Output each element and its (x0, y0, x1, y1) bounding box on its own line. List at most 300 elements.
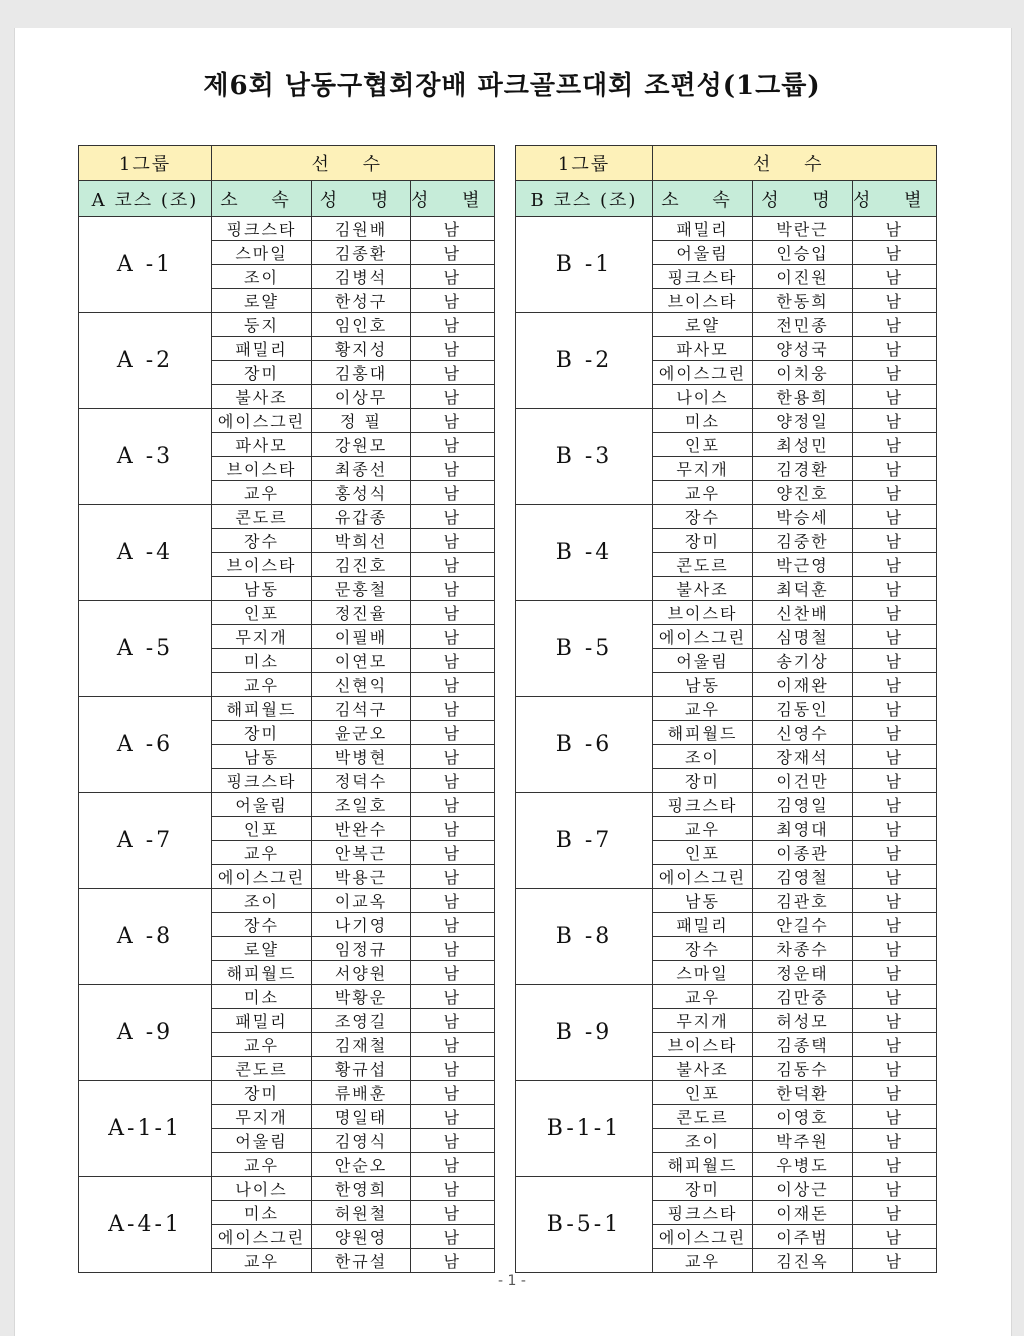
affiliation-cell: 해피월드 (212, 697, 312, 721)
player-name-cell: 홍성식 (312, 481, 411, 505)
player-name-cell: 최덕훈 (753, 577, 853, 601)
player-name-cell: 정진율 (312, 601, 411, 625)
gender-cell: 남 (411, 1249, 495, 1273)
player-name-cell: 박황운 (312, 985, 411, 1009)
gender-cell: 남 (853, 1009, 937, 1033)
affiliation-cell: 에이스그린 (212, 865, 312, 889)
gender-cell: 남 (411, 1153, 495, 1177)
affiliation-cell: 로얄 (653, 313, 753, 337)
affiliation-cell: 미소 (212, 985, 312, 1009)
affiliation-cell: 교우 (212, 841, 312, 865)
gender-cell: 남 (853, 601, 937, 625)
gender-cell: 남 (853, 337, 937, 361)
gender-cell: 남 (411, 793, 495, 817)
player-name-cell: 박용근 (312, 865, 411, 889)
player-name-cell: 박란근 (753, 217, 853, 241)
affiliation-cell: 교우 (212, 1033, 312, 1057)
affiliation-cell: 패밀리 (212, 337, 312, 361)
table-row (516, 505, 937, 529)
team-label: A -3 (79, 409, 212, 505)
players-header: 선 수 (653, 146, 937, 181)
player-name-cell: 박승세 (753, 505, 853, 529)
affiliation-cell: 핑크스타 (212, 769, 312, 793)
gender-cell: 남 (411, 361, 495, 385)
player-name-cell: 류배훈 (312, 1081, 411, 1105)
affiliation-cell: 장미 (653, 1177, 753, 1201)
player-name-cell: 양진호 (753, 481, 853, 505)
affiliation-cell: 조이 (212, 265, 312, 289)
affiliation-cell: 불사조 (653, 1057, 753, 1081)
table-row (516, 793, 937, 817)
gender-cell: 남 (411, 1225, 495, 1249)
player-name-cell: 김진옥 (753, 1249, 853, 1273)
gender-cell: 남 (411, 289, 495, 313)
gender-cell: 남 (411, 745, 495, 769)
gender-cell: 남 (411, 553, 495, 577)
player-name-cell: 강원모 (312, 433, 411, 457)
affiliation-cell: 남동 (212, 745, 312, 769)
team-label: B -9 (516, 985, 653, 1081)
player-name-cell: 최성민 (753, 433, 853, 457)
gender-cell: 남 (411, 841, 495, 865)
affiliation-cell: 인포 (212, 817, 312, 841)
affiliation-cell: 교우 (212, 1153, 312, 1177)
gender-cell: 남 (411, 457, 495, 481)
course-a-table (78, 145, 495, 1273)
player-name-cell: 윤군오 (312, 721, 411, 745)
group-header-row (516, 146, 937, 181)
affiliation-cell: 브이스타 (653, 1033, 753, 1057)
player-name-cell: 양원영 (312, 1225, 411, 1249)
page-title: 제6회 남동구협회장배 파크골프대회 조편성(1그룹) (203, 71, 821, 101)
player-name-cell: 김관호 (753, 889, 853, 913)
affiliation-cell: 핑크스타 (653, 793, 753, 817)
player-name-cell: 한동희 (753, 289, 853, 313)
gender-cell: 남 (411, 985, 495, 1009)
affiliation-cell: 교우 (653, 1249, 753, 1273)
gender-cell: 남 (853, 1225, 937, 1249)
affiliation-cell: 장미 (653, 769, 753, 793)
player-name-cell: 김병석 (312, 265, 411, 289)
page-number: - 1 - (498, 1273, 526, 1289)
player-name-cell: 박희선 (312, 529, 411, 553)
affiliation-cell: 조이 (653, 745, 753, 769)
affiliation-cell: 브이스타 (212, 553, 312, 577)
affiliation-cell: 어울림 (653, 241, 753, 265)
course-header: B 코스 (조) (516, 181, 653, 217)
player-name-cell: 조일호 (312, 793, 411, 817)
gender-cell: 남 (853, 841, 937, 865)
player-name-cell: 신현익 (312, 673, 411, 697)
player-name-cell: 박근영 (753, 553, 853, 577)
gender-cell: 남 (411, 577, 495, 601)
affiliation-cell: 콘도르 (212, 505, 312, 529)
gender-cell: 남 (853, 241, 937, 265)
gender-cell: 남 (853, 1249, 937, 1273)
player-name-cell: 명일태 (312, 1105, 411, 1129)
table-row (79, 1177, 495, 1201)
affiliation-cell: 핑크스타 (653, 265, 753, 289)
gender-cell: 남 (853, 553, 937, 577)
player-name-cell: 신찬배 (753, 601, 853, 625)
team-label: B -8 (516, 889, 653, 985)
player-name-cell: 이재돈 (753, 1201, 853, 1225)
affiliation-cell: 스마일 (212, 241, 312, 265)
player-name-cell: 심명철 (753, 625, 853, 649)
gender-cell: 남 (411, 265, 495, 289)
gender-cell: 남 (853, 721, 937, 745)
player-name-cell: 서양원 (312, 961, 411, 985)
affiliation-cell: 콘도르 (653, 1105, 753, 1129)
player-name-cell: 이주범 (753, 1225, 853, 1249)
team-label: A -6 (79, 697, 212, 793)
team-label: A -5 (79, 601, 212, 697)
player-name-cell: 임인호 (312, 313, 411, 337)
player-name-cell: 정 필 (312, 409, 411, 433)
affiliation-cell: 무지개 (653, 457, 753, 481)
gender-cell: 남 (411, 409, 495, 433)
gender-cell: 남 (411, 1105, 495, 1129)
gender-cell: 남 (411, 1009, 495, 1033)
player-name-cell: 장재석 (753, 745, 853, 769)
affiliation-cell: 어울림 (212, 1129, 312, 1153)
player-name-cell: 송기상 (753, 649, 853, 673)
gender-cell: 남 (411, 1081, 495, 1105)
player-name-cell: 이교옥 (312, 889, 411, 913)
group-header-row (79, 146, 495, 181)
player-name-cell: 김동수 (753, 1057, 853, 1081)
affiliation-cell: 브이스타 (653, 601, 753, 625)
players-header: 선 수 (212, 146, 495, 181)
player-name-cell: 이재완 (753, 673, 853, 697)
player-name-cell: 한덕환 (753, 1081, 853, 1105)
table-row (79, 697, 495, 721)
affiliation-cell: 교우 (212, 1249, 312, 1273)
affiliation-cell: 로얄 (212, 289, 312, 313)
column-header-row (79, 181, 495, 217)
player-name-cell: 김중한 (753, 529, 853, 553)
player-name-cell: 한규설 (312, 1249, 411, 1273)
gender-cell: 남 (853, 1033, 937, 1057)
gender-cell: 남 (853, 1177, 937, 1201)
gender-cell: 남 (853, 865, 937, 889)
affiliation-cell: 브이스타 (653, 289, 753, 313)
affiliation-cell: 에이스그린 (653, 865, 753, 889)
player-name-cell: 전민종 (753, 313, 853, 337)
affiliation-cell: 미소 (212, 1201, 312, 1225)
gender-cell: 남 (411, 937, 495, 961)
team-label: A -2 (79, 313, 212, 409)
table-row (79, 313, 495, 337)
gender-cell: 남 (411, 625, 495, 649)
player-name-cell: 한성구 (312, 289, 411, 313)
player-name-cell: 이진원 (753, 265, 853, 289)
gender-cell: 남 (411, 769, 495, 793)
affiliation-cell: 남동 (653, 889, 753, 913)
affiliation-cell: 에이스그린 (212, 1225, 312, 1249)
table-row (516, 409, 937, 433)
gender-cell: 남 (853, 697, 937, 721)
group-label: 1그룹 (516, 146, 653, 181)
affiliation-cell: 어울림 (653, 649, 753, 673)
player-name-cell: 박병현 (312, 745, 411, 769)
affiliation-cell: 콘도르 (653, 553, 753, 577)
affiliation-cell: 교우 (653, 697, 753, 721)
affiliation-header: 소 속 (653, 181, 753, 217)
player-name-cell: 김홍대 (312, 361, 411, 385)
gender-cell: 남 (411, 889, 495, 913)
affiliation-cell: 장수 (653, 505, 753, 529)
player-name-cell: 양정일 (753, 409, 853, 433)
gender-cell: 남 (853, 265, 937, 289)
gender-cell: 남 (853, 769, 937, 793)
gender-cell: 남 (853, 1129, 937, 1153)
affiliation-cell: 미소 (212, 649, 312, 673)
affiliation-cell: 남동 (653, 673, 753, 697)
player-name-cell: 허성모 (753, 1009, 853, 1033)
gender-cell: 남 (853, 385, 937, 409)
affiliation-header: 소 속 (212, 181, 312, 217)
gender-cell: 남 (411, 1201, 495, 1225)
player-name-cell: 김종환 (312, 241, 411, 265)
table-row (516, 697, 937, 721)
gender-cell: 남 (411, 817, 495, 841)
team-label: B -5 (516, 601, 653, 697)
player-name-cell: 정덕수 (312, 769, 411, 793)
gender-cell: 남 (411, 1177, 495, 1201)
course-b-table (515, 145, 937, 1273)
affiliation-cell: 장수 (212, 529, 312, 553)
player-name-cell: 김영철 (753, 865, 853, 889)
player-name-cell: 차종수 (753, 937, 853, 961)
player-name-cell: 허원철 (312, 1201, 411, 1225)
player-name-cell: 김진호 (312, 553, 411, 577)
table-row (79, 601, 495, 625)
player-name-cell: 한영희 (312, 1177, 411, 1201)
gender-cell: 남 (853, 817, 937, 841)
player-name-cell: 한용희 (753, 385, 853, 409)
gender-cell: 남 (853, 1081, 937, 1105)
table-row (79, 1081, 495, 1105)
gender-cell: 남 (853, 433, 937, 457)
gender-cell: 남 (853, 1201, 937, 1225)
table-row (79, 409, 495, 433)
gender-cell: 남 (411, 313, 495, 337)
affiliation-cell: 패밀리 (653, 217, 753, 241)
affiliation-cell: 해피월드 (653, 721, 753, 745)
team-label: B -1 (516, 217, 653, 313)
player-name-cell: 정운태 (753, 961, 853, 985)
gender-cell: 남 (853, 961, 937, 985)
gender-cell: 남 (411, 673, 495, 697)
player-name-cell: 이상근 (753, 1177, 853, 1201)
affiliation-cell: 둥지 (212, 313, 312, 337)
team-label: A-4-1 (79, 1177, 212, 1273)
affiliation-cell: 스마일 (653, 961, 753, 985)
gender-cell: 남 (411, 1129, 495, 1153)
affiliation-cell: 해피월드 (653, 1153, 753, 1177)
player-name-cell: 이건만 (753, 769, 853, 793)
group-label: 1그룹 (79, 146, 212, 181)
table-row (516, 217, 937, 241)
player-name-cell: 반완수 (312, 817, 411, 841)
affiliation-cell: 불사조 (212, 385, 312, 409)
affiliation-cell: 핑크스타 (653, 1201, 753, 1225)
player-name-cell: 임정규 (312, 937, 411, 961)
player-name-cell: 김석구 (312, 697, 411, 721)
player-name-cell: 박주원 (753, 1129, 853, 1153)
affiliation-cell: 조이 (212, 889, 312, 913)
table-row (79, 217, 495, 241)
player-name-cell: 유갑종 (312, 505, 411, 529)
affiliation-cell: 교우 (653, 817, 753, 841)
affiliation-cell: 남동 (212, 577, 312, 601)
gender-cell: 남 (411, 337, 495, 361)
column-header-row (516, 181, 937, 217)
affiliation-cell: 인포 (653, 1081, 753, 1105)
gender-cell: 남 (411, 1033, 495, 1057)
team-label: A -7 (79, 793, 212, 889)
player-name-cell: 황지성 (312, 337, 411, 361)
gender-cell: 남 (411, 865, 495, 889)
gender-cell: 남 (411, 961, 495, 985)
team-label: B-1-1 (516, 1081, 653, 1177)
team-label: A -9 (79, 985, 212, 1081)
table-row (516, 1081, 937, 1105)
affiliation-cell: 교우 (653, 481, 753, 505)
player-name-cell: 김영일 (753, 793, 853, 817)
gender-cell: 남 (853, 673, 937, 697)
player-name-cell: 안순오 (312, 1153, 411, 1177)
gender-cell: 남 (411, 529, 495, 553)
player-name-cell: 이상무 (312, 385, 411, 409)
gender-cell: 남 (411, 433, 495, 457)
affiliation-cell: 교우 (653, 985, 753, 1009)
gender-cell: 남 (853, 313, 937, 337)
affiliation-cell: 조이 (653, 1129, 753, 1153)
affiliation-cell: 장미 (212, 1081, 312, 1105)
gender-cell: 남 (411, 697, 495, 721)
player-name-cell: 김원배 (312, 217, 411, 241)
affiliation-cell: 미소 (653, 409, 753, 433)
affiliation-cell: 무지개 (212, 625, 312, 649)
affiliation-cell: 장수 (212, 913, 312, 937)
gender-cell: 남 (411, 601, 495, 625)
affiliation-cell: 무지개 (212, 1105, 312, 1129)
team-label: B -4 (516, 505, 653, 601)
affiliation-cell: 장미 (212, 721, 312, 745)
gender-cell: 남 (853, 937, 937, 961)
affiliation-cell: 인포 (653, 841, 753, 865)
affiliation-cell: 콘도르 (212, 1057, 312, 1081)
gender-cell: 남 (853, 409, 937, 433)
team-label: B -2 (516, 313, 653, 409)
table-row (516, 313, 937, 337)
gender-cell: 남 (853, 361, 937, 385)
affiliation-cell: 해피월드 (212, 961, 312, 985)
gender-cell: 남 (853, 457, 937, 481)
player-name-cell: 조영길 (312, 1009, 411, 1033)
affiliation-cell: 장미 (653, 529, 753, 553)
player-name-cell: 신영수 (753, 721, 853, 745)
gender-cell: 남 (853, 913, 937, 937)
gender-cell: 남 (853, 889, 937, 913)
affiliation-cell: 에이스그린 (653, 625, 753, 649)
player-name-cell: 이필배 (312, 625, 411, 649)
affiliation-cell: 나이스 (212, 1177, 312, 1201)
gender-cell: 남 (853, 985, 937, 1009)
gender-cell: 남 (411, 481, 495, 505)
affiliation-cell: 패밀리 (212, 1009, 312, 1033)
gender-cell: 남 (411, 505, 495, 529)
gender-cell: 남 (411, 721, 495, 745)
affiliation-cell: 교우 (212, 481, 312, 505)
player-name-cell: 우병도 (753, 1153, 853, 1177)
player-name-cell: 황규섭 (312, 1057, 411, 1081)
gender-cell: 남 (411, 217, 495, 241)
gender-cell: 남 (853, 529, 937, 553)
gender-cell: 남 (853, 649, 937, 673)
player-name-cell: 안길수 (753, 913, 853, 937)
player-name-cell: 나기영 (312, 913, 411, 937)
gender-cell: 남 (411, 241, 495, 265)
gender-cell: 남 (853, 793, 937, 817)
player-name-cell: 김만중 (753, 985, 853, 1009)
affiliation-cell: 교우 (212, 673, 312, 697)
gender-cell: 남 (853, 217, 937, 241)
player-name-cell: 이종관 (753, 841, 853, 865)
table-row (79, 793, 495, 817)
affiliation-cell: 무지개 (653, 1009, 753, 1033)
team-label: B-5-1 (516, 1177, 653, 1273)
gender-cell: 남 (853, 745, 937, 769)
player-name-cell: 문홍철 (312, 577, 411, 601)
player-name-cell: 최종선 (312, 457, 411, 481)
affiliation-cell: 어울림 (212, 793, 312, 817)
affiliation-cell: 파사모 (212, 433, 312, 457)
player-name-cell: 안복근 (312, 841, 411, 865)
team-label: B -3 (516, 409, 653, 505)
gender-cell: 남 (411, 1057, 495, 1081)
gender-cell: 남 (853, 1105, 937, 1129)
affiliation-cell: 파사모 (653, 337, 753, 361)
gender-cell: 남 (411, 649, 495, 673)
player-name-cell: 김경환 (753, 457, 853, 481)
table-row (79, 889, 495, 913)
gender-header: 성 별 (411, 181, 495, 217)
team-label: A -4 (79, 505, 212, 601)
player-name-cell: 양성국 (753, 337, 853, 361)
gender-cell: 남 (853, 625, 937, 649)
affiliation-cell: 에이스그린 (212, 409, 312, 433)
team-label: B -7 (516, 793, 653, 889)
team-label: B -6 (516, 697, 653, 793)
affiliation-cell: 인포 (212, 601, 312, 625)
player-name-cell: 이영호 (753, 1105, 853, 1129)
name-header: 성 명 (312, 181, 411, 217)
affiliation-cell: 로얄 (212, 937, 312, 961)
affiliation-cell: 핑크스타 (212, 217, 312, 241)
table-row (516, 1177, 937, 1201)
gender-cell: 남 (411, 913, 495, 937)
team-label: A-1-1 (79, 1081, 212, 1177)
table-row (516, 985, 937, 1009)
table-row (79, 985, 495, 1009)
affiliation-cell: 브이스타 (212, 457, 312, 481)
name-header: 성 명 (753, 181, 853, 217)
table-row (79, 505, 495, 529)
team-label: A -8 (79, 889, 212, 985)
